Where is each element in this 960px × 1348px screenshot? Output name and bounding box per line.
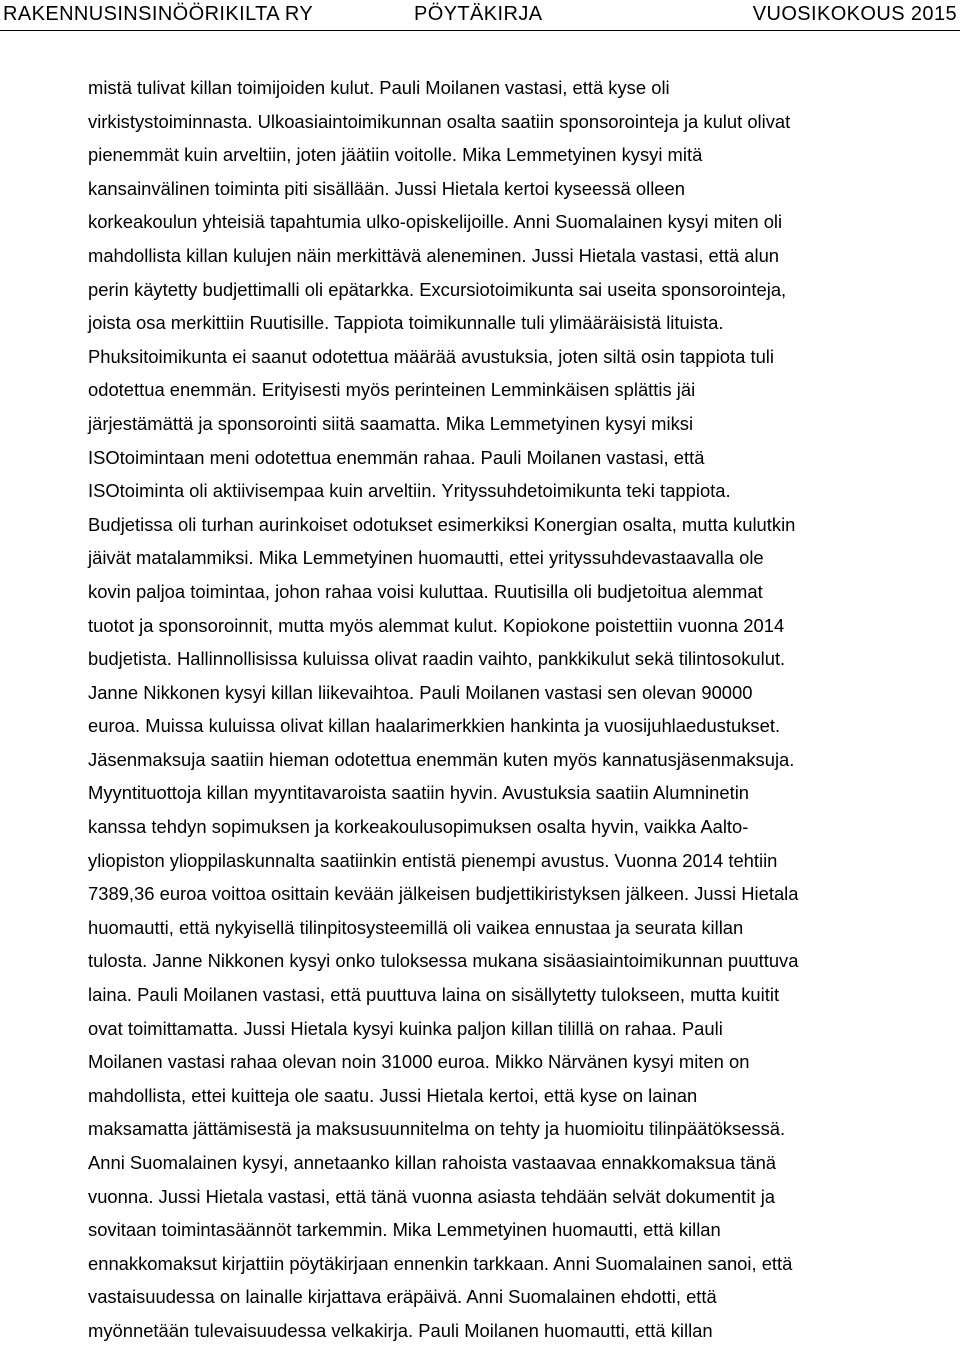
body-text-line: Anni Suomalainen kysyi, annetaanko killan rahoista vastaavaa ennakkomaksua tänä (88, 1152, 777, 1173)
body-text-line: yliopiston ylioppilaskunnalta saatiinkin entistä pienempi avustus. Vuonna 2014 tehtiin (88, 849, 778, 871)
body-text-line: tuotot ja sponsoroinnit, mutta myös alemmat kulut. Kopiokone poistettiin vuonna 2014 (88, 614, 785, 636)
body-text-line: odotettua enemmän. Erityisesti myös perinteinen Lemminkäisen splättis jäi (88, 379, 696, 401)
body-text-line: Phuksitoimikunta ei saanut odotettua määrää avustuksia, joten siltä osin tappiota tuli (88, 345, 774, 367)
body-text-line: sovitaan toimintasäännöt tarkemmin. Mika Lemmetyinen huomautti, että killan (88, 1219, 721, 1241)
body-text-line: vuonna. Jussi Hietala vastasi, että tänä vuonna asiasta tehdään selvät dokumentit ja (88, 1185, 776, 1207)
body-text-line: Moilanen vastasi rahaa olevan noin 31000 euroa. Mikko Närvänen kysyi miten on (88, 1051, 750, 1073)
body-text-line: mahdollista killan kulujen näin merkittävä aleneminen. Jussi Hietala vastasi, että alun (88, 244, 780, 266)
body-text-line: jäivät matalammiksi. Mika Lemmetyinen huomautti, ettei yrityssuhdevastaavalla ole (88, 547, 764, 569)
body-text-line: ISOtoiminta oli aktiivisempaa kuin arveltiin. Yrityssuhdetoimikunta teki tappiota. (88, 480, 731, 502)
body-text-line: järjestämättä ja sponsorointi siitä saamatta. Mika Lemmetyinen kysyi miksi (88, 412, 694, 434)
body-text-line: laina. Pauli Moilanen vastasi, että puuttuva laina on sisällytetty tulokseen, mutta kuitit (88, 984, 780, 1006)
header-divider (0, 30, 960, 31)
body-text-line: Janne Nikkonen kysyi killan liikevaihtoa. Pauli Moilanen vastasi sen olevan 90000 (88, 681, 753, 703)
header-meeting-name: VUOSIKOKOUS 2015 (752, 3, 957, 25)
header-organization: RAKENNUSINSINÖÖRIKILTA RY (3, 3, 314, 25)
body-text-line: mahdollista, ettei kuitteja ole saatu. Jussi Hietala kertoi, että kyse on lainan (88, 1084, 698, 1106)
body-text-line: Jäsenmaksuja saatiin hieman odotettua enemmän kuten myös kannatusjäsenmaksuja. (88, 748, 795, 770)
header-document-type: PÖYTÄKIRJA (414, 3, 543, 25)
body-text-line: mistä tulivat killan toimijoiden kulut. Pauli Moilanen vastasi, että kyse oli (88, 77, 670, 98)
page-header (0, 0, 960, 30)
body-text-line: pienemmät kuin arveltiin, joten jäätiin voitolle. Mika Lemmetyinen kysyi mitä (88, 144, 703, 166)
body-text-line: ISOtoimintaan meni odotettua enemmän rahaa. Pauli Moilanen vastasi, että (88, 446, 705, 468)
body-text-line: budjetista. Hallinnollisissa kuluissa olivat raadin vaihto, pankkikulut sekä tilintosokulut. (88, 648, 786, 670)
body-text-line: vastaisuudessa on lainalle kirjattava eräpäivä. Anni Suomalainen ehdotti, että (88, 1286, 717, 1308)
body-text-line: 7389,36 euroa voittoa osittain kevään jälkeisen budjettikiristyksen jälkeen. Jussi Hietala (88, 883, 799, 905)
body-text-line: huomautti, että nykyisellä tilinpitosysteemillä oli vaikea ennustaa ja seurata killan (88, 916, 744, 938)
body-text-line: Myyntituottoja killan myyntitavaroista saatiin hyvin. Avustuksia saatiin Alumninetin (88, 782, 750, 804)
body-text-line: perin käytetty budjettimalli oli epätarkka. Excursiotoimikunta sai useita sponsorointeja, (88, 278, 787, 300)
body-text-line: kovin paljoa toimintaa, johon rahaa voisi kuluttaa. Ruutisilla oli budjetoitua alemmat (88, 580, 763, 602)
minutes-body-text (88, 71, 928, 1348)
body-text-line: myönnetään tulevaisuudessa velkakirja. Pauli Moilanen huomautti, että killan (88, 1319, 713, 1341)
body-text-line: Budjetissa oli turhan aurinkoiset odotukset esimerkiksi Konergian osalta, mutta kulutkin (88, 513, 796, 535)
body-text-line: kanssa tehdyn sopimuksen ja korkeakoulusopimuksen osalta hyvin, vaikka Aalto- (88, 816, 749, 838)
body-text-line: kansainvälinen toiminta piti sisällään. Jussi Hietala kertoi kyseessä olleen (88, 177, 685, 199)
body-text-line: virkistystoiminnasta. Ulkoasiaintoimikunnan osalta saatiin sponsorointeja ja kulut olivat (88, 110, 791, 132)
body-text-line: ennakkomaksut kirjattiin pöytäkirjaan ennenkin tarkkaan. Anni Suomalainen sanoi, että (88, 1252, 793, 1274)
body-text-line: joista osa merkittiin Ruutisille. Tappiota toimikunnalle tuli ylimääräisistä lituista. (88, 312, 724, 334)
body-text-line: korkeakoulun yhteisiä tapahtumia ulko-opiskelijoille. Anni Suomalainen kysyi miten oli (88, 211, 783, 233)
body-text-line: tulosta. Janne Nikkonen kysyi onko tuloksessa mukana sisäasiaintoimikunnan puuttuva (88, 950, 799, 972)
body-text-line: ovat toimittamatta. Jussi Hietala kysyi kuinka paljon killan tilillä on rahaa. Pauli (88, 1017, 723, 1039)
body-text-line: maksamatta jättämisestä ja maksusuunnitelma on tehty ja huomioitu tilinpäätöksessä. (88, 1118, 786, 1140)
body-text-line: euroa. Muissa kuluissa olivat killan haalarimerkkien hankinta ja vuosijuhlaedustukset. (88, 715, 781, 737)
